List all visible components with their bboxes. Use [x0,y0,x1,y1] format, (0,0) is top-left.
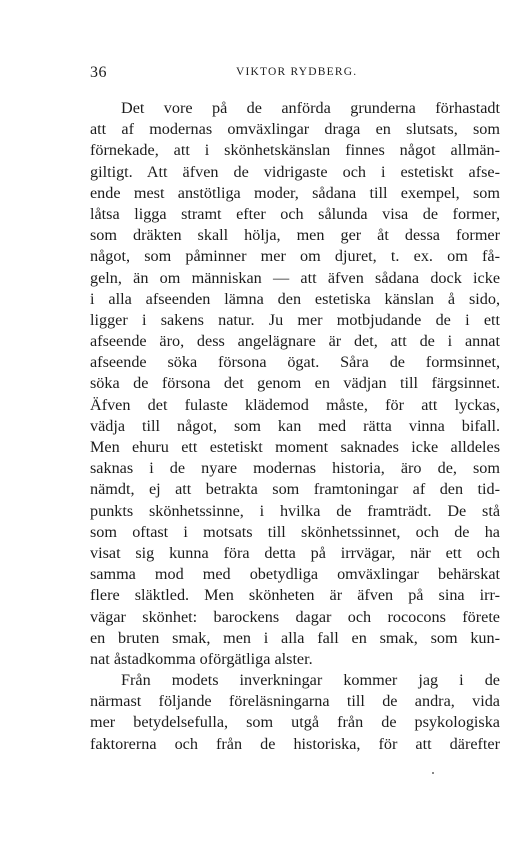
text-line: saknas i de nyare modernas historia, äro de, som [90,459,500,478]
page-header [90,64,500,84]
text-line: nat åstadkomma oförgätliga alster. [90,649,313,668]
body-text [90,98,500,755]
text-line: Det vore på de anförda grunderna förhastadt [121,99,500,117]
text-line: samma mod med obetydliga omväxlingar behärskat [90,565,500,584]
text-line: geln, än om människan — att äfven sådana dock icke [90,268,500,287]
text-line: Men ehuru ett estetiskt moment saknades icke alldeles [90,438,500,456]
ink-speck [432,772,434,774]
text-line: Äfven det fulaste klädemod måste, för att lyckas, [90,395,500,414]
text-line: visat sig kunna föra detta på irrvägar, när ett och [90,543,500,562]
text-line: afseende äro, dess angelägnare är det, att de i annat [90,332,500,351]
text-line: vägar skönhet: barockens dagar och rococons förete [90,607,500,626]
text-line: förnekade, att i skönhetskänslan finnes något allmän- [90,141,500,160]
text-line: som oftast i motsats till skönhetssinnet, och de ha [90,522,500,541]
text-line: punkts skönhetssinne, i hvilka de framträdt. De stå [90,501,500,520]
page-number: 36 [90,64,107,81]
text-line: Från modets inverkningar kommer jag i de [121,671,500,690]
text-line: nämdt, ej att betrakta som framtoningar af den tid- [90,480,500,499]
running-head: VIKTOR RYDBERG. [236,66,358,78]
text-line: ligger i sakens natur. Ju mer motbjudande de i ett [90,310,500,329]
text-line: söka de försona det genom en vädjan till färgsinnet. [90,374,500,393]
text-line: som dräkten skall hölja, men ger åt dessa former [90,226,500,245]
text-line: afseende söka försona ögat. Såra de formsinnet, [90,353,500,372]
text-line: giltigt. Att äfven de vidrigaste och i estetiskt afse- [90,162,500,181]
text-line: något, som påminner mer om djuret, t. ex. om få- [90,247,500,266]
text-line: vädja till något, som kan med rätta vinna bifall. [90,416,500,435]
text-line: att af modernas omväxlingar draga en slutsats, som [90,120,500,139]
text-line: faktorerna och från de historiska, för att därefter [90,734,500,753]
text-line: flere släktled. Men skönheten är äfven på sina irr- [90,586,500,605]
text-line: i alla afseenden lämna den estetiska känslan å sido, [90,289,500,308]
text-line: låtsa ligga stramt efter och sålunda visa de former, [90,204,500,223]
text-line: en bruten smak, men i alla fall en smak, som kun- [90,628,500,647]
text-line: ende mest anstötliga moder, sådana till exempel, som [90,183,500,202]
text-line: mer betydelsefulla, som utgå från de psykologiska [90,713,500,732]
text-line: närmast följande föreläsningarna till de andra, vida [90,692,500,711]
